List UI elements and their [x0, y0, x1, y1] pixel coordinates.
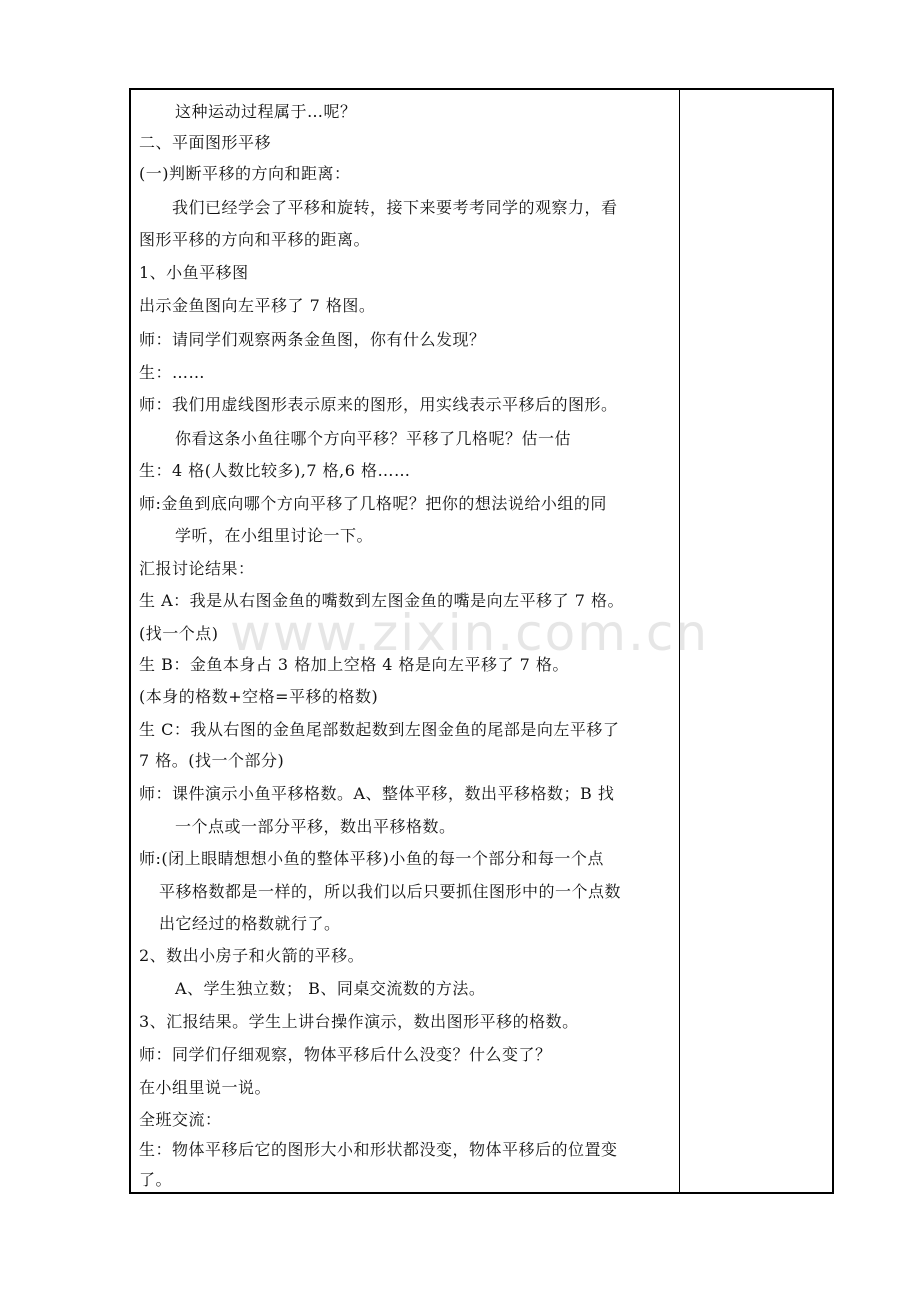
text-line: 图形平移的方向和平移的距离。 [139, 230, 371, 249]
watermark: www.zixin.com.cn [230, 604, 710, 662]
text-line: 师：请同学们观察两条金鱼图，你有什么发现？ [139, 330, 486, 349]
text-line: 生 C：我从右图的金鱼尾部数起数到左图金鱼的尾部是向左平移了 [139, 720, 620, 739]
text-line: 全班交流： [139, 1110, 222, 1129]
text-line: 师：我们用虚线图形表示原来的图形，用实线表示平移后的图形。 [139, 395, 618, 414]
text-line: 生 B：金鱼本身占 3 格加上空格 4 格是向左平移了 7 格。 [139, 655, 569, 674]
text-line: 师：同学们仔细观察，物体平移后什么没变？什么变了？ [139, 1045, 552, 1064]
column-divider [679, 90, 680, 1192]
text-line: 在小组里说一说。 [139, 1078, 272, 1097]
text-line: 出示金鱼图向左平移了 7 格图。 [139, 296, 376, 315]
text-line: 你看这条小鱼往哪个方向平移？平移了几格呢？估一估 [175, 429, 572, 448]
text-line: (本身的格数+空格=平移的格数) [139, 687, 379, 706]
text-line: 我们已经学会了平移和旋转，接下来要考考同学的观察力，看 [172, 198, 618, 217]
text-line: 出它经过的格数就行了。 [159, 914, 341, 933]
text-line: 师:金鱼到底向哪个方向平移了几格呢？把你的想法说给小组的同 [139, 494, 607, 513]
text-line: 一个点或一部分平移，数出平移格数。 [175, 817, 456, 836]
item-heading: 1、小鱼平移图 [139, 263, 249, 282]
text-line: 生：4 格(人数比较多),7 格,6 格…… [139, 461, 411, 480]
text-line: 7 格。(找一个部分) [139, 751, 285, 770]
text-line: 生：…… [139, 363, 206, 382]
text-line: A、学生独立数； B、同桌交流数的方法。 [175, 979, 486, 998]
text-line: 学听，在小组里讨论一下。 [175, 526, 374, 545]
text-line: (找一个点) [139, 624, 219, 643]
lesson-table [129, 88, 834, 1194]
text-line: 这种运动过程属于…呢？ [175, 102, 357, 121]
notes-cell [681, 90, 832, 1192]
text-line: 师:(闭上眼睛想想小鱼的整体平移)小鱼的每一个部分和每一个点 [139, 849, 604, 868]
item-heading: 2、数出小房子和火箭的平移。 [139, 946, 365, 965]
section-heading: 二、平面图形平移 [139, 133, 272, 152]
text-line: 师：课件演示小鱼平移格数。A、整体平移，数出平移格数；B 找 [139, 784, 615, 803]
text-line: 平移格数都是一样的，所以我们以后只要抓住图形中的一个点数 [159, 882, 622, 901]
subsection-heading: (一)判断平移的方向和距离： [139, 164, 351, 183]
text-line: 汇报讨论结果： [139, 559, 255, 578]
text-line: 生 A：我是从右图金鱼的嘴数到左图金鱼的嘴是向左平移了 7 格。 [139, 591, 624, 610]
item-heading: 3、汇报结果。学生上讲台操作演示，数出图形平移的格数。 [139, 1012, 579, 1031]
text-line: 了。 [139, 1170, 173, 1189]
text-line: 生：物体平移后它的图形大小和形状都没变，物体平移后的位置变 [139, 1140, 618, 1159]
